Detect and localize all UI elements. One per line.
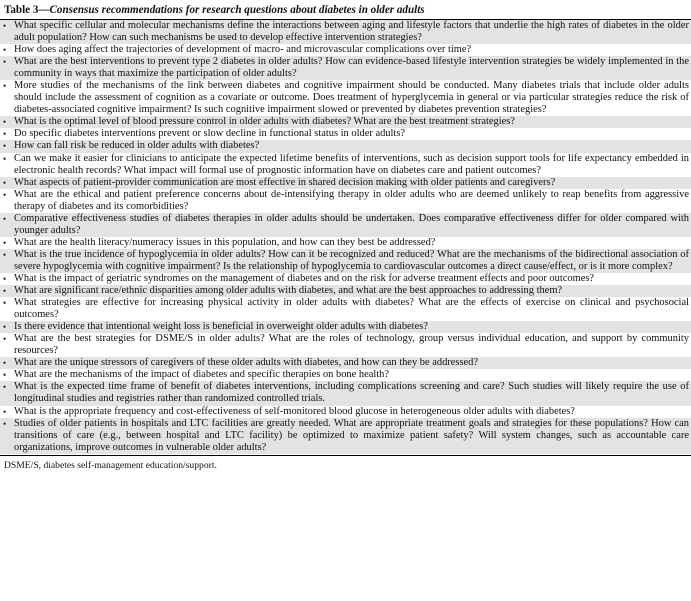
bullet-icon: • xyxy=(3,141,7,152)
bullet-icon: • xyxy=(3,370,7,381)
list-item-text: How does aging affect the trajectories of development of macro- and microvascular complications over time? xyxy=(14,44,472,56)
list-item-text: More studies of the mechanisms of the link between diabetes and cognitive impairment should be conducted. Many diabetes trials that include older adults should include the assessment of cognition as a covariate or outcome. Does treatment of hyperglycemia in general or via particular strategies reduce the risk of diabetes-associated cognitive impairment? Is such cognitive impairment slowed or prevented by diabetes prevention strategies? xyxy=(14,80,689,116)
list-item xyxy=(0,153,691,177)
bullet-icon: • xyxy=(3,382,7,393)
bullet-icon: • xyxy=(3,129,7,140)
bullet-icon: • xyxy=(3,286,7,297)
list-item-text: What aspects of patient-provider communication are most effective in shared decision making with older patients and caregivers? xyxy=(14,176,556,188)
list-item-text: What strategies are effective for increasing physical activity in older adults with diabetes? What are the effects of exercise on clinical and psychosocial outcomes? xyxy=(14,297,689,321)
bullet-icon: • xyxy=(3,45,7,56)
bullet-icon: • xyxy=(3,21,7,31)
list-item-text: Can we make it easier for clinicians to anticipate the expected lifetime benefits of interventions, such as decision support tools for life expectancy embedded in electronic health records? What impact will formal use of prognostic information have on diabetes care and patient outcomes? xyxy=(14,152,689,176)
bullet-icon: • xyxy=(3,322,7,333)
bullet-icon: • xyxy=(3,57,7,68)
list-item xyxy=(0,297,691,321)
list-item xyxy=(0,44,691,56)
list-item xyxy=(0,249,691,273)
recommendation-list xyxy=(0,20,691,454)
table-title: Consensus recommendations for research questions about diabetes in older adults xyxy=(49,4,425,16)
list-item xyxy=(0,116,691,128)
list-item-text: What are the unique stressors of caregivers of these older adults with diabetes, and how can they be addressed? xyxy=(14,357,479,369)
list-item xyxy=(0,369,691,381)
bullet-icon: • xyxy=(3,117,7,128)
list-item-text: What specific cellular and molecular mechanisms define the interactions between aging and lifestyle factors that underlie the high rates of diabetes in the older adult population? How can such mechanisms be used to develop effective intervention strategies? xyxy=(14,20,689,44)
bullet-icon: • xyxy=(3,213,7,224)
list-item xyxy=(0,357,691,369)
bullet-icon: • xyxy=(3,153,7,164)
bullet-icon: • xyxy=(3,237,7,248)
bullet-icon: • xyxy=(3,249,7,260)
list-item xyxy=(0,128,691,140)
list-item-text: Studies of older patients in hospitals and LTC facilities are greatly needed. What are appropriate treatment goals and strategies for these populations? How can transitions of care (e.g., between hospital and LTC facility) be optimized to maximize patient safety? Will system changes, such as accountable care organizations, improve outcomes in vulnerable older adults? xyxy=(14,417,689,453)
bullet-icon: • xyxy=(3,189,7,200)
list-item-text: What are the health literacy/numeracy issues in this population, and how can they best be addressed? xyxy=(14,236,436,248)
bullet-icon: • xyxy=(3,334,7,345)
bullet-icon: • xyxy=(3,406,7,417)
list-item xyxy=(0,189,691,213)
list-item-text: What is the optimal level of blood pressure control in older adults with diabetes? What are the best treatment strategies? xyxy=(14,116,515,128)
list-item-text: What are significant race/ethnic disparities among older adults with diabetes, and what are the best approaches to addressing them? xyxy=(14,285,563,297)
list-item xyxy=(0,80,691,116)
bullet-icon: • xyxy=(3,273,7,284)
list-item xyxy=(0,273,691,285)
list-item xyxy=(0,177,691,189)
list-item xyxy=(0,418,691,454)
bullet-icon: • xyxy=(3,418,7,429)
list-item xyxy=(0,237,691,249)
bullet-icon: • xyxy=(3,81,7,92)
list-item xyxy=(0,333,691,357)
list-item xyxy=(0,406,691,418)
list-item-text: Do specific diabetes interventions prevent or slow decline in functional status in older adults? xyxy=(14,128,406,140)
list-item-text: What are the ethical and patient preference concerns about de-intensifying therapy in older adults who are deemed unlikely to reap benefits from aggressive therapy of diabetes and its comorbidities? xyxy=(14,188,689,212)
list-item-text: What is the true incidence of hypoglycemia in older adults? How can it be recognized and reduced? What are the mechanisms of the bidirectional association of severe hypoglycemia with cognitive impairment? Is the relationship of hypoglycemia to cardiovascular outcomes a direct cause/effect, or is it more complex? xyxy=(14,248,689,272)
table-title-sep: — xyxy=(38,4,50,16)
bullet-icon: • xyxy=(3,358,7,369)
list-item xyxy=(0,140,691,152)
list-item xyxy=(0,321,691,333)
list-item-text: What are the best interventions to prevent type 2 diabetes in older adults? How can evidence-based lifestyle intervention strategies be widely implemented in the community in ways that maximize the participation of older adults? xyxy=(14,56,689,80)
bullet-icon: • xyxy=(3,177,7,188)
list-item xyxy=(0,381,691,405)
list-item xyxy=(0,285,691,297)
list-item-text: How can fall risk be reduced in older adults with diabetes? xyxy=(14,140,260,152)
table-caption xyxy=(0,0,691,20)
bullet-icon: • xyxy=(3,298,7,309)
list-item-text: What is the appropriate frequency and cost-effectiveness of self-monitored blood glucose in heterogeneous older adults with diabetes? xyxy=(14,405,575,417)
list-item-text: What is the impact of geriatric syndromes on the management of diabetes and on the risk for adverse treatment effects and poor outcomes? xyxy=(14,272,595,284)
list-item xyxy=(0,20,691,44)
list-item-text: Is there evidence that intentional weight loss is beneficial in overweight older adults with diabetes? xyxy=(14,321,428,333)
list-item-text: Comparative effectiveness studies of diabetes therapies in older adults should be undertaken. Does comparative effectiveness differ for older compared with younger adults? xyxy=(14,212,689,236)
table-label: Table 3 xyxy=(4,4,39,16)
list-item xyxy=(0,213,691,237)
list-item-text: What are the best strategies for DSME/S in older adults? What are the roles of technology, group versus individual education, and support by community resources? xyxy=(14,333,689,357)
list-item-text: What is the expected time frame of benefit of diabetes interventions, including complications screening and care? Such studies will likely require the use of longitudinal studies and registries rather than randomized controlled trials. xyxy=(14,381,689,405)
list-item-text: What are the mechanisms of the impact of diabetes and specific therapies on bone health? xyxy=(14,369,390,381)
list-item xyxy=(0,56,691,80)
table-footnote: DSME/S, diabetes self-management education/support. xyxy=(4,459,217,471)
